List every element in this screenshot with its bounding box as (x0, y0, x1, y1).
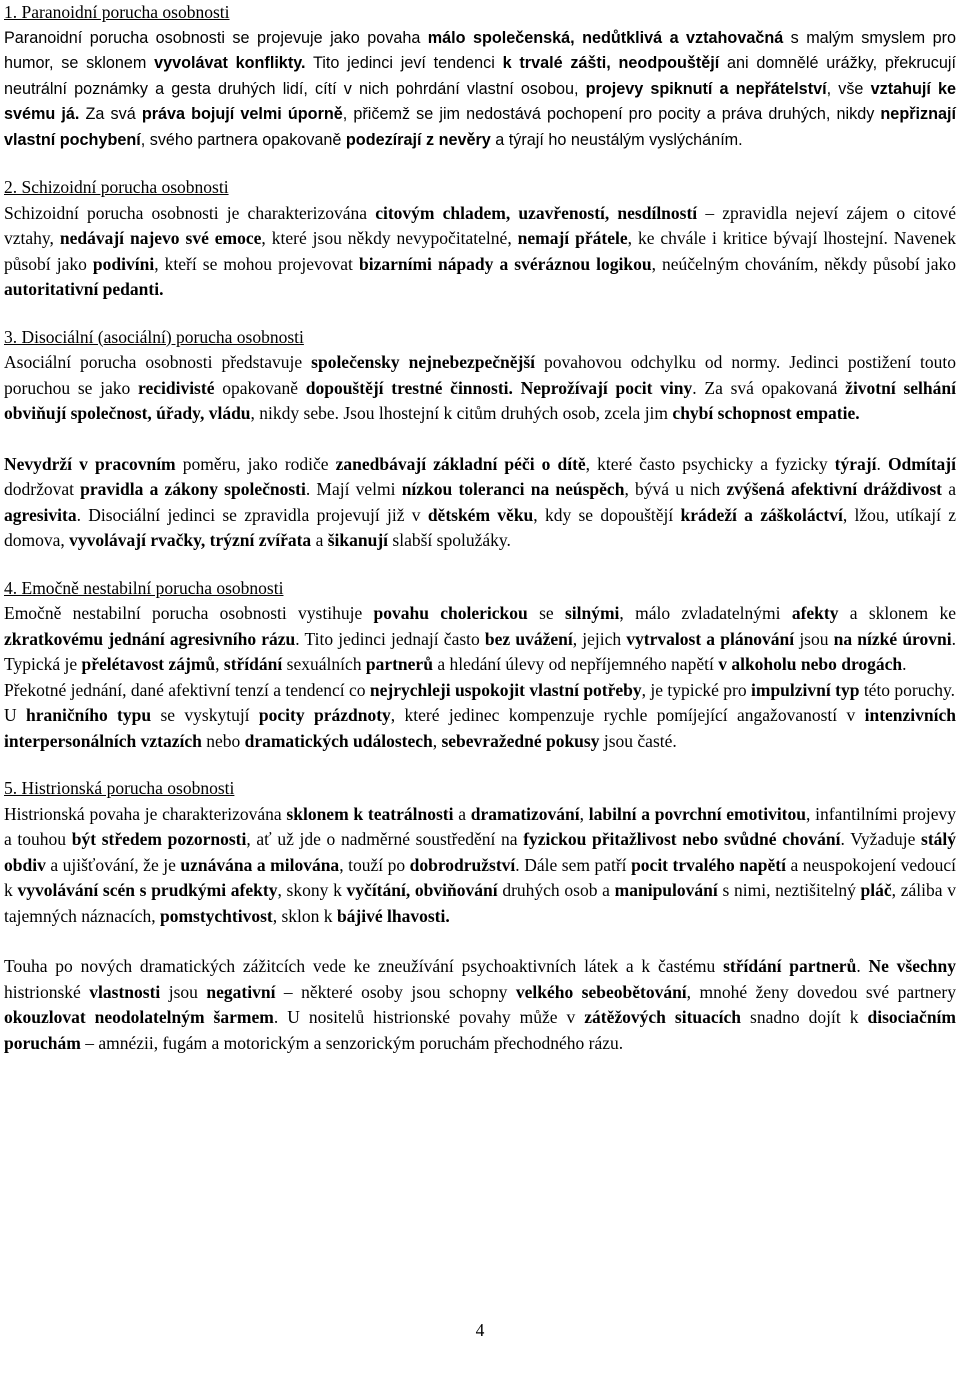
bold-text-run: autoritativní pedanti. (4, 279, 164, 299)
bold-text-run: přelétavost zájmů (81, 654, 216, 674)
text-run: této poruchy. (859, 679, 956, 700)
text-run: Paranoidní porucha osobnosti se projevuje jako povaha (4, 28, 428, 47)
section-3 (4, 325, 956, 554)
bold-text-run: střídání (223, 654, 283, 674)
text-run: , lžou, utíkají z domova, (4, 504, 957, 550)
bold-text-run: hraničního typu (26, 705, 152, 725)
text-run: a (942, 479, 956, 499)
bold-text-run: Nevydrží v pracovním (4, 453, 176, 474)
bold-text-run: sklonem k teatrálnosti (286, 803, 454, 824)
bold-text-run: nedávají najevo své emoce (59, 228, 262, 248)
section-heading: 1. Paranoidní porucha osobnosti (4, 2, 230, 22)
text-run: , infantilními projevy a touhou (4, 803, 956, 849)
text-run: snadno dojít k (741, 1007, 868, 1027)
bold-text-run: nepřiznají vlastní pochybení (4, 105, 956, 149)
bold-text-run: podivíni (92, 253, 155, 274)
text-run: , které často psychicky a fyzicky (585, 453, 835, 474)
bold-text-run: silnými (564, 603, 620, 623)
bold-text-run: málo společenská, nedůtklivá a vztahovačná (427, 28, 784, 47)
text-run: . Dále sem patří (515, 854, 632, 875)
section-paragraph (4, 678, 956, 704)
text-run: sexuálních (282, 654, 366, 674)
bold-text-run: agresivita (4, 504, 77, 525)
text-run: , (432, 730, 442, 751)
section-1 (4, 0, 956, 153)
section-5 (4, 776, 956, 1056)
text-run: Tito jedinci jeví tendenci (305, 54, 503, 72)
text-run: . Vyžaduje (840, 829, 922, 849)
bold-text-run: fyzickou přitažlivost nebo svůdné chování (523, 829, 841, 849)
text-run: , kteří se mohou projevovat (154, 253, 359, 274)
bold-text-run: vyvolávat konflikty. (154, 54, 306, 72)
text-run: Asociální porucha osobnosti představuje (4, 352, 312, 372)
text-run: . (876, 453, 888, 474)
bold-text-run: šikanují (327, 530, 389, 550)
section-paragraph (4, 201, 956, 303)
text-run: , (215, 654, 224, 674)
text-run: poměru, jako rodiče (175, 453, 336, 474)
bold-text-run: disociačním poruchám (4, 1007, 956, 1053)
text-run: jsou (794, 628, 834, 649)
text-run: se vyskytují (151, 705, 259, 725)
bold-text-run: impulzivní typ (751, 679, 860, 700)
section-4 (4, 576, 956, 755)
bold-text-run: dramatizování (470, 803, 580, 824)
bold-text-run: nejrychleji uspokojit vlastní potřeby (369, 679, 642, 700)
text-run: a hledání úlevy od nepříjemného napětí (432, 654, 719, 674)
text-run: , které jedinec kompenzuje rychle pomíjející angažovaností v (390, 705, 865, 725)
text-run: Touha po nových dramatických zážitcích vede ke zneužívání psychoaktivních látek a k častému (4, 956, 724, 976)
text-run: . Disociální jedinci se zpravidla projevují již v (76, 504, 428, 525)
bold-text-run: týrají (834, 453, 877, 474)
text-run: , ať už jde o nadměrné soustředění na (246, 829, 524, 849)
text-run: – zpravidla nejeví zájem o citové vztahy, (4, 202, 956, 248)
bold-text-run: afekty (791, 603, 839, 623)
bold-text-run: dramatických událostech (244, 730, 433, 751)
text-run: . Mají velmi (305, 479, 402, 499)
section-paragraph (4, 703, 956, 754)
text-run: se (527, 603, 565, 623)
bold-text-run: zvýšená afektivní dráždivost (726, 479, 943, 499)
text-run: a ujišťování, že je (45, 854, 181, 875)
text-run: , svého partnera opakovaně (140, 130, 346, 149)
bold-text-run: chybí schopnost empatie. (672, 403, 860, 423)
bold-text-run: vlastnosti (89, 981, 161, 1002)
text-run: opakovaně (214, 377, 306, 398)
bold-text-run: vytrvalost a plánování (626, 628, 795, 649)
text-run: dodržovat (4, 479, 81, 499)
text-run: a týrají ho neustálým vyslýcháním. (490, 130, 743, 149)
text-run: druhých osob a (497, 880, 615, 900)
bold-text-run: bizarními nápady a svéráznou logikou (358, 253, 652, 274)
bold-text-run: životní selhání obviňují společnost, úřady, vládu (4, 377, 956, 423)
text-run: Za svá (79, 105, 142, 123)
bold-text-run: labilní a povrchní emotivitou (588, 803, 806, 824)
bold-text-run: krádeží a záškoláctví (680, 504, 843, 525)
bold-text-run: bez uvážení (484, 628, 573, 649)
bold-text-run: podezírají z nevěry (345, 130, 491, 149)
bold-text-run: manipulování (614, 880, 718, 900)
text-run: a sklonem ke (838, 603, 956, 623)
text-run: – některé osoby jsou schopny (275, 981, 516, 1002)
text-run: jsou (160, 981, 207, 1002)
section-paragraph (4, 601, 956, 678)
text-run: , jejich (572, 628, 627, 649)
text-run: a neuspokojení vedoucí k (4, 854, 956, 900)
bold-text-run: společensky nejnebezpečnější (311, 352, 535, 372)
text-run: . U nositelů histrionské povahy může v (273, 1007, 585, 1027)
text-run: , (579, 803, 589, 824)
section-paragraph (4, 452, 956, 554)
bold-text-run: střídání partnerů (723, 956, 857, 976)
bold-text-run: citovým chladem, uzavřeností, nesdílností (375, 202, 698, 223)
text-run: , neúčelným chováním, někdy působí jako (651, 253, 956, 274)
section-paragraph (4, 954, 956, 1056)
bold-text-run: pocit trvalého napětí (631, 854, 786, 875)
bold-text-run: vztahují ke svému já. (4, 79, 957, 123)
bold-text-run: pomstychtivost (159, 905, 273, 926)
bold-text-run: pocity prázdnoty (258, 705, 391, 725)
section-heading: 2. Schizoidní porucha osobnosti (4, 177, 229, 197)
text-run: , mnohé ženy dovedou své partnery (686, 981, 956, 1002)
text-run: U (4, 705, 26, 725)
section-2 (4, 175, 956, 303)
bold-text-run: práva bojují velmi úporně (141, 105, 343, 123)
section-paragraph (4, 802, 956, 930)
text-run: , je typické pro (641, 679, 751, 700)
bold-text-run: dětském věku (427, 504, 534, 525)
bold-text-run: stálý obdiv (4, 829, 957, 875)
text-run: Emočně nestabilní porucha osobnosti vystihuje (4, 603, 374, 623)
text-run: s malým smyslem pro humor, se sklonem (4, 28, 956, 72)
text-run: , skony k (277, 880, 347, 900)
text-run: – amnézii, fugám a motorickým a senzorickým poruchám přechodného rázu. (80, 1032, 624, 1053)
text-run: slabší spolužáky. (388, 530, 511, 550)
text-run: jsou časté. (599, 730, 677, 751)
bold-text-run: k trvalé zášti, neodpouštějí (502, 54, 720, 72)
section-heading: 5. Histrionská porucha osobnosti (4, 778, 235, 798)
text-run: , touží po (339, 854, 410, 875)
text-run: , kdy se dopouštějí (533, 504, 681, 525)
bold-text-run: vyvolávají rvačky, trýzní zvířata (69, 530, 312, 550)
bold-text-run: partnerů (365, 654, 433, 674)
section-paragraph (4, 350, 956, 427)
text-run: . (902, 654, 907, 674)
bold-text-run: recidivisté (138, 377, 215, 398)
text-run: , sklon k (272, 905, 337, 926)
bold-text-run: Odmítají (887, 453, 956, 474)
bold-text-run: zanedbávají základní péči o dítě (335, 453, 586, 474)
text-run: . Typická je (4, 628, 956, 674)
text-run: nebo (201, 730, 245, 751)
text-run: , záliba v tajemných náznacích, (4, 880, 956, 926)
bold-text-run: nemají přátele (517, 228, 628, 248)
text-run: , ke chvále i kritice bývají lhostejní. Navenek působí jako (4, 228, 956, 274)
section-heading: 3. Disociální (asociální) porucha osobnosti (4, 326, 304, 347)
bold-text-run: dopouštějí trestné činnosti. Neprožívají pocit viny (305, 377, 693, 398)
section-heading: 4. Emočně nestabilní porucha osobnosti (4, 577, 284, 598)
text-run: histrionské (4, 981, 90, 1002)
bold-text-run: Ne všechny (868, 956, 956, 976)
bold-text-run: zkratkovému jednání agresivního rázu (4, 628, 296, 649)
section-paragraph (4, 26, 956, 154)
text-run: , vše (826, 79, 871, 98)
bold-text-run: být středem pozornosti (71, 829, 247, 849)
bold-text-run: negativní (206, 981, 276, 1002)
text-run: Schizoidní porucha osobnosti je charakterizována (4, 202, 376, 223)
text-run: a (453, 803, 471, 824)
text-run: s nimi, neztišitelný (717, 880, 861, 900)
bold-text-run: dobrodružství (409, 854, 516, 875)
bold-text-run: intenzivních interpersonálních vztazích (4, 705, 957, 751)
text-run: , nikdy sebe. Jsou lhostejní k citům druhých osob, zcela jim (250, 403, 673, 423)
text-run: Histrionská povaha je charakterizována (4, 803, 287, 824)
text-run: a (311, 530, 328, 550)
text-run: . Za svá opakovaná (692, 377, 846, 398)
bold-text-run: sebevražedné pokusy (441, 730, 600, 751)
page-number: 4 (475, 1320, 485, 1340)
bold-text-run: pláč (860, 880, 892, 900)
bold-text-run: projevy spiknutí a nepřátelství (585, 79, 827, 98)
document-page (4, 0, 956, 1056)
text-run: . (856, 956, 869, 976)
bold-text-run: zátěžových situacích (584, 1007, 742, 1027)
text-run: Překotné jednání, dané afektivní tenzí a tendencí co (4, 679, 370, 700)
bold-text-run: vyčítání, obviňování (346, 880, 498, 900)
text-run: , bývá u nich (624, 479, 727, 499)
bold-text-run: v alkoholu nebo drogách (718, 654, 903, 674)
bold-text-run: na nízké úrovni (833, 628, 952, 649)
bold-text-run: povahu cholerickou (373, 603, 528, 623)
bold-text-run: velkého sebeobětování (515, 981, 687, 1002)
text-run: ani domnělé urážky, překrucují neutrální poznámky a gesta druhých lidí, cítí v nich pohrdání vlastní osobou, (4, 54, 956, 98)
text-run: povahovou odchylku od normy. Jedinci postižení touto poruchou se jako (4, 352, 956, 398)
text-run: , které jsou někdy nevypočitatelné, (261, 228, 518, 248)
bold-text-run: nízkou toleranci na neúspěch (401, 479, 625, 499)
text-run: . Tito jedinci jednají často (295, 628, 485, 649)
bold-text-run: bájivé lhavosti. (336, 905, 450, 926)
bold-text-run: uznávána a milována (180, 854, 340, 875)
bold-text-run: pravidla a zákony společnosti (80, 479, 306, 499)
text-run: , přičemž se jim nedostává pochopení pro pocity a práva druhých, nikdy (342, 105, 881, 123)
bold-text-run: okouzlovat neodolatelným šarmem (4, 1007, 274, 1027)
text-run: , málo zvladatelnými (619, 603, 792, 623)
bold-text-run: vyvolávání scén s prudkými afekty (17, 880, 278, 900)
